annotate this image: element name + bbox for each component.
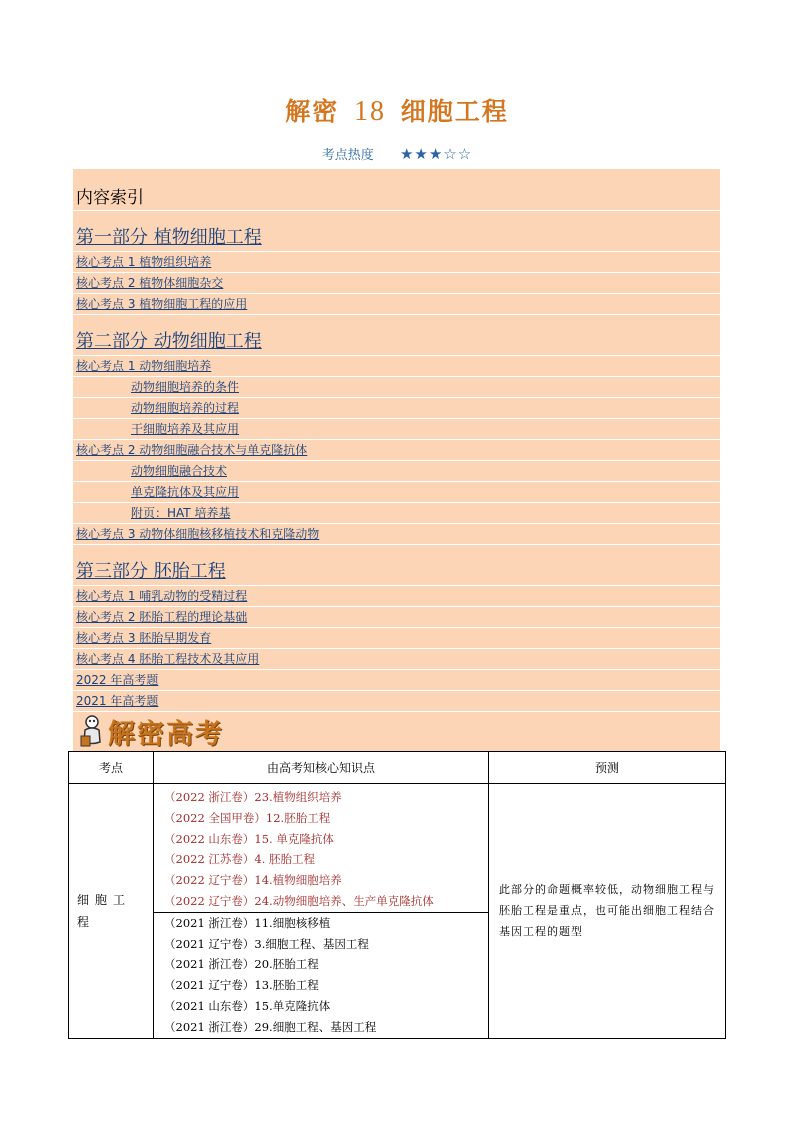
table-header-row (69, 752, 726, 784)
toc-row (73, 397, 720, 418)
title-prefix: 解密 (285, 97, 340, 126)
toc-link[interactable]: 2021 年高考题 (76, 694, 159, 708)
toc-link[interactable]: 干细胞培养及其应用 (131, 422, 240, 436)
toc-link[interactable]: 动物细胞培养的条件 (131, 380, 240, 394)
toc-link[interactable]: 附页：HAT 培养基 (131, 506, 231, 520)
toc-part-2-link[interactable]: 第二部分 动物细胞工程 (76, 331, 262, 352)
exam-item-2022: （2022 辽宁卷）24.动物细胞培养、生产单克隆抗体 (164, 893, 434, 908)
exam-item-2022: （2022 全国甲卷）12.胚胎工程 (164, 810, 331, 825)
exam-item-2021: （2021 辽宁卷）3.细胞工程、基因工程 (164, 936, 369, 951)
toc-row (73, 606, 720, 627)
star-rating-icon: ★★★☆☆ (399, 145, 473, 163)
toc-link[interactable]: 核心考点 3 植物细胞工程的应用 (76, 297, 248, 311)
table-row (69, 784, 726, 1039)
toc-link[interactable]: 单克隆抗体及其应用 (131, 485, 240, 499)
toc-link[interactable]: 核心考点 3 动物体细胞核移植技术和克隆动物 (76, 527, 320, 541)
toc-part-1-link[interactable]: 第一部分 植物细胞工程 (76, 227, 262, 248)
toc-row (73, 585, 720, 606)
mascot-icon (78, 714, 104, 748)
toc-link[interactable]: 核心考点 3 胚胎早期发育 (76, 631, 212, 645)
toc-row (73, 481, 720, 502)
toc-row (73, 502, 720, 523)
toc-link[interactable]: 动物细胞培养的过程 (131, 401, 240, 415)
exam-item-2021: （2021 浙江卷）11.细胞核移植 (164, 915, 331, 930)
title-suffix: 细胞工程 (400, 97, 509, 126)
header-prediction: 预测 (489, 752, 726, 784)
exam-item-2021: （2021 山东卷）15.单克隆抗体 (164, 998, 331, 1013)
toc-part-3-row (73, 544, 720, 585)
toc-heading-row (73, 169, 720, 210)
toc-row (73, 627, 720, 648)
toc-row (73, 690, 720, 711)
title-number: 18 (354, 96, 386, 127)
exam-banner (78, 712, 338, 748)
toc-row (73, 272, 720, 293)
toc-row (73, 355, 720, 376)
toc-row (73, 376, 720, 397)
exam-item-2021: （2021 浙江卷）20.胚胎工程 (164, 957, 319, 972)
toc-link[interactable]: 动物细胞融合技术 (131, 464, 228, 478)
exam-banner-text: 解密高考 (108, 719, 224, 750)
toc-link[interactable]: 核心考点 1 哺乳动物的受精过程 (76, 589, 248, 603)
toc-link[interactable]: 核心考点 1 植物组织培养 (76, 255, 212, 269)
toc-link[interactable]: 核心考点 1 动物细胞培养 (76, 359, 212, 373)
exam-item-2021: （2021 辽宁卷）13.胚胎工程 (164, 978, 319, 993)
toc-link[interactable]: 核心考点 2 动物细胞融合技术与单克隆抗体 (76, 443, 308, 457)
header-knowledge: 由高考知核心知识点 (154, 752, 489, 784)
toc-link[interactable]: 核心考点 2 植物体细胞杂交 (76, 276, 224, 290)
toc-row (73, 439, 720, 460)
toc-row (73, 251, 720, 272)
prediction-cell: 此部分的命题概率较低，动物细胞工程与胚胎工程是重点，也可能出细胞工程结合基因工程的题型 (489, 784, 726, 1039)
toc-row (73, 418, 720, 439)
header-topic: 考点 (69, 752, 154, 784)
heat-label: 考点热度 (321, 148, 374, 163)
exam-item-2022: （2022 浙江卷）23.植物组织培养 (164, 790, 342, 804)
toc-row (73, 523, 720, 544)
toc-link[interactable]: 核心考点 4 胚胎工程技术及其应用 (76, 652, 260, 666)
exam-item-2022: （2022 江苏卷）4. 胚胎工程 (164, 852, 316, 867)
exam-item-2022: （2022 辽宁卷）14.植物细胞培养 (164, 873, 342, 888)
table-of-contents (73, 169, 720, 751)
toc-link[interactable]: 2022 年高考题 (76, 673, 159, 687)
heat-rating (0, 144, 794, 163)
toc-part-3-link[interactable]: 第三部分 胚胎工程 (76, 561, 226, 582)
toc-row (73, 669, 720, 690)
toc-row (73, 460, 720, 481)
toc-row (73, 648, 720, 669)
year-divider (154, 912, 488, 1038)
exam-item-2022: （2022 山东卷）15. 单克隆抗体 (164, 831, 334, 846)
exam-points-table (68, 751, 726, 1039)
toc-row (73, 293, 720, 314)
toc-part-1-row (73, 210, 720, 251)
toc-heading: 内容索引 (76, 188, 144, 208)
knowledge-cell (154, 784, 489, 1039)
exam-item-2021: （2021 浙江卷）29.细胞工程、基因工程 (164, 1019, 377, 1034)
topic-cell: 细胞工程 (69, 784, 154, 1039)
toc-part-2-row (73, 314, 720, 355)
toc-link[interactable]: 核心考点 2 胚胎工程的理论基础 (76, 610, 248, 624)
page-title (0, 92, 794, 128)
